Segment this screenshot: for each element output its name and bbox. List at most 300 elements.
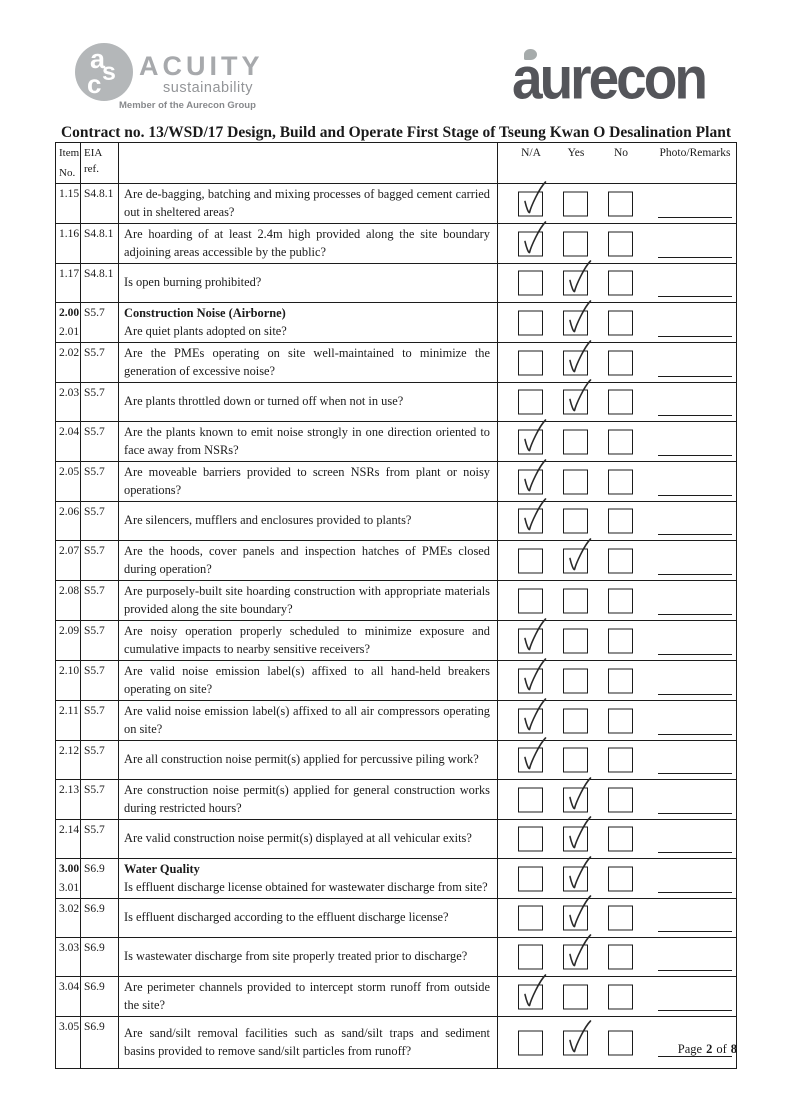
acuity-monogram-letter: a bbox=[90, 44, 106, 74]
question-cell bbox=[119, 264, 498, 302]
answers-cell bbox=[498, 343, 736, 382]
acuity-logo-icon bbox=[75, 43, 133, 101]
question-cell bbox=[119, 224, 498, 263]
answers-cell bbox=[498, 303, 736, 342]
item-number: 2.13 bbox=[59, 784, 80, 796]
question-cell bbox=[119, 621, 498, 660]
question-text: Is wastewater discharge from site properly treated prior to discharge? bbox=[124, 949, 468, 964]
check-mark-icon bbox=[564, 1019, 593, 1056]
eia-ref-cell bbox=[81, 1017, 119, 1068]
header-yes-label: Yes bbox=[567, 147, 585, 159]
no-checkbox[interactable] bbox=[608, 548, 633, 573]
remarks-underline[interactable] bbox=[658, 323, 732, 337]
na-checkbox[interactable] bbox=[518, 668, 543, 693]
remarks-underline[interactable] bbox=[658, 482, 732, 496]
table-row bbox=[56, 382, 736, 421]
na-checkbox[interactable] bbox=[518, 984, 543, 1009]
item-no-cell bbox=[56, 383, 81, 421]
question-cell bbox=[119, 422, 498, 461]
eia-ref-value: S5.7 bbox=[84, 824, 105, 836]
item-no-cell bbox=[56, 621, 81, 660]
item-number: 3.01 bbox=[59, 882, 80, 894]
na-checkbox[interactable] bbox=[518, 827, 543, 852]
eia-ref-cell bbox=[81, 462, 119, 501]
yes-checkbox[interactable] bbox=[563, 945, 588, 970]
item-no-cell bbox=[56, 264, 81, 302]
question-cell bbox=[119, 303, 498, 342]
eia-ref-value: S6.9 bbox=[84, 903, 105, 915]
answers-cell bbox=[498, 581, 736, 620]
yes-checkbox[interactable] bbox=[563, 588, 588, 613]
item-no-cell bbox=[56, 820, 81, 858]
item-no-cell bbox=[56, 977, 81, 1016]
item-number: 2.02 bbox=[59, 347, 80, 359]
yes-checkbox[interactable] bbox=[563, 827, 588, 852]
acuity-member-tagline: Member of the Aurecon Group bbox=[119, 100, 256, 111]
remarks-underline[interactable] bbox=[658, 879, 732, 893]
question-cell bbox=[119, 661, 498, 700]
eia-ref-value: S6.9 bbox=[84, 981, 105, 993]
table-body bbox=[56, 183, 736, 1068]
check-mark-icon bbox=[519, 973, 548, 1010]
question-text: Is effluent discharged according to the effluent discharge license? bbox=[124, 910, 449, 925]
eia-ref-cell bbox=[81, 780, 119, 819]
eia-ref-value: S5.7 bbox=[84, 387, 105, 399]
yes-checkbox[interactable] bbox=[563, 191, 588, 216]
question-text: Are the plants known to emit noise strongly in one direction oriented to face away from NSRs? bbox=[124, 425, 490, 457]
remarks-underline[interactable] bbox=[658, 402, 732, 416]
table-row bbox=[56, 302, 736, 342]
remarks-underline[interactable] bbox=[658, 997, 732, 1011]
eia-ref-cell bbox=[81, 383, 119, 421]
question-text: Are silencers, mufflers and enclosures provided to plants? bbox=[124, 513, 412, 528]
table-row bbox=[56, 183, 736, 223]
item-no-cell bbox=[56, 224, 81, 263]
item-no-cell bbox=[56, 1017, 81, 1068]
header-no-label: No. bbox=[59, 167, 76, 179]
check-mark-icon bbox=[519, 220, 548, 257]
check-mark-icon bbox=[519, 617, 548, 654]
na-checkbox[interactable] bbox=[518, 866, 543, 891]
question-text: Are perimeter channels provided to intercept storm runoff from outside the site? bbox=[124, 980, 490, 1012]
answers-cell bbox=[498, 977, 736, 1016]
yes-checkbox[interactable] bbox=[563, 748, 588, 773]
eia-ref-value: S4.8.1 bbox=[84, 228, 114, 240]
remarks-underline[interactable] bbox=[658, 721, 732, 735]
section-title: Construction Noise (Airborne) bbox=[124, 306, 286, 320]
remarks-underline[interactable] bbox=[658, 442, 732, 456]
no-checkbox[interactable] bbox=[608, 827, 633, 852]
eia-ref-value: S5.7 bbox=[84, 665, 105, 677]
question-text: Are valid noise emission label(s) affixed to all air compressors operating on site? bbox=[124, 704, 490, 736]
table-row bbox=[56, 898, 736, 937]
na-checkbox[interactable] bbox=[518, 588, 543, 613]
check-mark-icon bbox=[564, 934, 593, 971]
no-checkbox[interactable] bbox=[608, 787, 633, 812]
header-item-label: Item bbox=[59, 147, 80, 159]
na-checkbox[interactable] bbox=[518, 469, 543, 494]
item-no-cell bbox=[56, 541, 81, 580]
section-number: 3.00 bbox=[59, 863, 80, 875]
header-photo-remarks-label: Photo/Remarks bbox=[659, 147, 731, 159]
question-text: Are de-bagging, batching and mixing processes of bagged cement carried out in sheltered areas? bbox=[124, 187, 490, 219]
table-row bbox=[56, 540, 736, 580]
eia-ref-cell bbox=[81, 303, 119, 342]
remarks-underline[interactable] bbox=[658, 681, 732, 695]
eia-ref-cell bbox=[81, 859, 119, 898]
question-cell bbox=[119, 462, 498, 501]
question-cell bbox=[119, 780, 498, 819]
na-checkbox[interactable] bbox=[518, 350, 543, 375]
item-no-cell bbox=[56, 581, 81, 620]
eia-ref-value: S5.7 bbox=[84, 705, 105, 717]
na-checkbox[interactable] bbox=[518, 271, 543, 296]
yes-checkbox[interactable] bbox=[563, 271, 588, 296]
yes-checkbox[interactable] bbox=[563, 429, 588, 454]
table-header-row bbox=[56, 143, 736, 183]
no-checkbox[interactable] bbox=[608, 509, 633, 534]
table-row bbox=[56, 700, 736, 740]
question-text: Are noisy operation properly scheduled to minimize exposure and cumulative impacts to nearby sensitive receivers? bbox=[124, 624, 490, 656]
answers-cell bbox=[498, 422, 736, 461]
remarks-underline[interactable] bbox=[658, 283, 732, 297]
yes-checkbox[interactable] bbox=[563, 906, 588, 931]
item-no-cell bbox=[56, 462, 81, 501]
item-no-cell bbox=[56, 701, 81, 740]
na-checkbox[interactable] bbox=[518, 390, 543, 415]
no-checkbox[interactable] bbox=[608, 984, 633, 1009]
no-checkbox[interactable] bbox=[608, 429, 633, 454]
eia-ref-cell bbox=[81, 343, 119, 382]
question-text: Are hoarding of at least 2.4m high provided along the site boundary adjoining areas accessible by the public? bbox=[124, 227, 490, 259]
na-checkbox[interactable] bbox=[518, 429, 543, 454]
no-checkbox[interactable] bbox=[608, 1030, 633, 1055]
na-checkbox[interactable] bbox=[518, 231, 543, 256]
header-item-no bbox=[56, 143, 81, 183]
answers-cell bbox=[498, 780, 736, 819]
table-row bbox=[56, 779, 736, 819]
check-mark-icon bbox=[519, 498, 548, 535]
question-cell bbox=[119, 1017, 498, 1068]
eia-ref-value: S5.7 bbox=[84, 545, 105, 557]
question-text: Are valid construction noise permit(s) displayed at all vehicular exits? bbox=[124, 831, 472, 846]
answers-cell bbox=[498, 541, 736, 580]
page-number-current: 2 bbox=[706, 1042, 713, 1056]
table-row bbox=[56, 421, 736, 461]
no-checkbox[interactable] bbox=[608, 191, 633, 216]
yes-checkbox[interactable] bbox=[563, 628, 588, 653]
check-mark-icon bbox=[564, 339, 593, 376]
page-number-total: 8 bbox=[730, 1042, 737, 1056]
question-text: Are the PMEs operating on site well-maintained to minimize the generation of excessive noise? bbox=[124, 346, 490, 378]
check-mark-icon bbox=[564, 537, 593, 574]
remarks-underline[interactable] bbox=[658, 521, 732, 535]
answers-cell bbox=[498, 184, 736, 223]
answers-cell bbox=[498, 661, 736, 700]
check-mark-icon bbox=[519, 458, 548, 495]
question-text: Are quiet plants adopted on site? bbox=[124, 323, 287, 338]
item-number: 2.07 bbox=[59, 545, 80, 557]
yes-checkbox[interactable] bbox=[563, 310, 588, 335]
no-checkbox[interactable] bbox=[608, 748, 633, 773]
eia-ref-value: S5.7 bbox=[84, 625, 105, 637]
table-row bbox=[56, 580, 736, 620]
answers-cell bbox=[498, 899, 736, 937]
header-na-label: N/A bbox=[521, 147, 541, 159]
yes-checkbox[interactable] bbox=[563, 390, 588, 415]
item-number: 3.04 bbox=[59, 981, 80, 993]
eia-ref-value: S6.9 bbox=[84, 863, 105, 875]
eia-ref-value: S5.7 bbox=[84, 784, 105, 796]
eia-ref-cell bbox=[81, 661, 119, 700]
item-no-cell bbox=[56, 741, 81, 779]
question-text: Are construction noise permit(s) applied for general construction works during restricted hours? bbox=[124, 783, 490, 815]
no-checkbox[interactable] bbox=[608, 668, 633, 693]
question-cell bbox=[119, 859, 498, 898]
question-text: Are the hoods, cover panels and inspection hatches of PMEs closed during operation? bbox=[124, 544, 490, 576]
item-number: 2.14 bbox=[59, 824, 80, 836]
question-cell bbox=[119, 701, 498, 740]
yes-checkbox[interactable] bbox=[563, 984, 588, 1009]
item-no-cell bbox=[56, 938, 81, 976]
eia-ref-cell bbox=[81, 899, 119, 937]
check-mark-icon bbox=[564, 776, 593, 813]
page-number-label: Page bbox=[677, 1042, 703, 1056]
question-cell bbox=[119, 741, 498, 779]
eia-ref-value: S5.7 bbox=[84, 466, 105, 478]
eia-ref-cell bbox=[81, 741, 119, 779]
na-checkbox[interactable] bbox=[518, 310, 543, 335]
remarks-underline[interactable] bbox=[658, 839, 732, 853]
question-text: Are valid noise emission label(s) affixed to all hand-held breakers operating on site? bbox=[124, 664, 490, 696]
table-row bbox=[56, 461, 736, 501]
remarks-underline[interactable] bbox=[658, 204, 732, 218]
table-row bbox=[56, 223, 736, 263]
question-cell bbox=[119, 502, 498, 540]
acuity-monogram-letter: s bbox=[102, 58, 116, 86]
eia-ref-value: S5.7 bbox=[84, 506, 105, 518]
check-mark-icon bbox=[519, 657, 548, 694]
remarks-underline[interactable] bbox=[658, 601, 732, 615]
check-mark-icon bbox=[564, 895, 593, 932]
question-cell bbox=[119, 820, 498, 858]
check-mark-icon bbox=[564, 855, 593, 892]
table-row bbox=[56, 263, 736, 302]
eia-ref-cell bbox=[81, 581, 119, 620]
answers-cell bbox=[498, 462, 736, 501]
check-mark-icon bbox=[564, 299, 593, 336]
table-row bbox=[56, 660, 736, 700]
question-cell bbox=[119, 581, 498, 620]
acuity-logo-subtitle: sustainability bbox=[163, 80, 254, 96]
table-row bbox=[56, 1016, 736, 1068]
yes-checkbox[interactable] bbox=[563, 787, 588, 812]
item-no-cell bbox=[56, 859, 81, 898]
item-number: 1.16 bbox=[59, 228, 80, 240]
no-checkbox[interactable] bbox=[608, 945, 633, 970]
section-title: Water Quality bbox=[124, 862, 200, 876]
answers-cell bbox=[498, 820, 736, 858]
eia-ref-value: S6.9 bbox=[84, 942, 105, 954]
header-eia-label: EIA ref. bbox=[84, 147, 102, 175]
remarks-underline[interactable] bbox=[658, 561, 732, 575]
page-title: Contract no. 13/WSD/17 Design, Build and Operate First Stage of Tseung Kwan O Desalination Plant bbox=[60, 124, 731, 141]
eia-ref-cell bbox=[81, 621, 119, 660]
item-number: 3.02 bbox=[59, 903, 80, 915]
eia-ref-cell bbox=[81, 938, 119, 976]
question-cell bbox=[119, 184, 498, 223]
question-cell bbox=[119, 383, 498, 421]
question-cell bbox=[119, 343, 498, 382]
answers-cell bbox=[498, 701, 736, 740]
eia-ref-cell bbox=[81, 224, 119, 263]
yes-checkbox[interactable] bbox=[563, 509, 588, 534]
no-checkbox[interactable] bbox=[608, 866, 633, 891]
item-no-cell bbox=[56, 343, 81, 382]
table-row bbox=[56, 501, 736, 540]
item-number: 1.17 bbox=[59, 268, 80, 280]
answers-cell bbox=[498, 383, 736, 421]
header-answers-columns bbox=[498, 143, 736, 183]
eia-ref-value: S4.8.1 bbox=[84, 188, 114, 200]
eia-ref-cell bbox=[81, 541, 119, 580]
aurecon-logo-text: aurecon bbox=[512, 44, 705, 112]
item-number: 1.15 bbox=[59, 188, 80, 200]
no-checkbox[interactable] bbox=[608, 350, 633, 375]
item-no-cell bbox=[56, 899, 81, 937]
eia-ref-cell bbox=[81, 977, 119, 1016]
table-row bbox=[56, 342, 736, 382]
no-checkbox[interactable] bbox=[608, 708, 633, 733]
remarks-underline[interactable] bbox=[658, 244, 732, 258]
yes-checkbox[interactable] bbox=[563, 668, 588, 693]
yes-checkbox[interactable] bbox=[563, 708, 588, 733]
na-checkbox[interactable] bbox=[518, 748, 543, 773]
yes-checkbox[interactable] bbox=[563, 866, 588, 891]
item-number: 2.12 bbox=[59, 745, 80, 757]
na-checkbox[interactable] bbox=[518, 708, 543, 733]
item-no-cell bbox=[56, 184, 81, 223]
answers-cell bbox=[498, 621, 736, 660]
table-row bbox=[56, 858, 736, 898]
na-checkbox[interactable] bbox=[518, 945, 543, 970]
eia-ref-value: S5.7 bbox=[84, 745, 105, 757]
answers-cell bbox=[498, 224, 736, 263]
acuity-monogram-letter: c bbox=[87, 69, 102, 99]
na-checkbox[interactable] bbox=[518, 548, 543, 573]
question-text: Are plants throttled down or turned off when not in use? bbox=[124, 394, 404, 409]
check-mark-icon bbox=[564, 260, 593, 297]
no-checkbox[interactable] bbox=[608, 628, 633, 653]
question-text: Are sand/silt removal facilities such as sand/silt traps and sediment basins provided to remove sand/silt particles from runoff? bbox=[124, 1026, 490, 1058]
check-mark-icon bbox=[519, 418, 548, 455]
check-mark-icon bbox=[564, 379, 593, 416]
table-row bbox=[56, 937, 736, 976]
check-mark-icon bbox=[519, 737, 548, 774]
yes-checkbox[interactable] bbox=[563, 1030, 588, 1055]
item-no-cell bbox=[56, 661, 81, 700]
remarks-underline[interactable] bbox=[658, 363, 732, 377]
acuity-logo-text: ACUITY bbox=[139, 51, 264, 81]
item-no-cell bbox=[56, 303, 81, 342]
question-text: Are all construction noise permit(s) applied for percussive piling work? bbox=[124, 752, 479, 767]
question-cell bbox=[119, 938, 498, 976]
eia-ref-value: S6.9 bbox=[84, 1021, 105, 1033]
checklist-table bbox=[55, 142, 737, 1069]
table-row bbox=[56, 740, 736, 779]
yes-checkbox[interactable] bbox=[563, 548, 588, 573]
remarks-underline[interactable] bbox=[658, 760, 732, 774]
check-mark-icon bbox=[564, 816, 593, 853]
yes-checkbox[interactable] bbox=[563, 231, 588, 256]
table-row bbox=[56, 620, 736, 660]
item-number: 2.11 bbox=[59, 705, 79, 717]
answers-cell bbox=[498, 741, 736, 779]
item-number: 2.10 bbox=[59, 665, 80, 677]
page-number-of: of bbox=[716, 1042, 727, 1056]
check-mark-icon bbox=[519, 697, 548, 734]
eia-ref-value: S5.7 bbox=[84, 347, 105, 359]
no-checkbox[interactable] bbox=[608, 469, 633, 494]
answers-cell bbox=[498, 264, 736, 302]
no-checkbox[interactable] bbox=[608, 588, 633, 613]
remarks-underline[interactable] bbox=[658, 918, 732, 932]
eia-ref-cell bbox=[81, 184, 119, 223]
item-number: 2.06 bbox=[59, 506, 80, 518]
item-number: 2.08 bbox=[59, 585, 80, 597]
question-text: Is open burning prohibited? bbox=[124, 275, 262, 290]
no-checkbox[interactable] bbox=[608, 310, 633, 335]
page-number bbox=[678, 1042, 737, 1057]
header-eia-ref bbox=[81, 143, 119, 183]
eia-ref-value: S5.7 bbox=[84, 585, 105, 597]
question-text: Are purposely-built site hoarding construction with appropriate materials provided along the site boundary? bbox=[124, 584, 490, 616]
no-checkbox[interactable] bbox=[608, 231, 633, 256]
section-number: 2.00 bbox=[59, 307, 80, 319]
item-no-cell bbox=[56, 422, 81, 461]
header-no-column-label: No bbox=[613, 147, 629, 159]
answers-cell bbox=[498, 859, 736, 898]
na-checkbox[interactable] bbox=[518, 906, 543, 931]
yes-checkbox[interactable] bbox=[563, 350, 588, 375]
na-checkbox[interactable] bbox=[518, 191, 543, 216]
na-checkbox[interactable] bbox=[518, 787, 543, 812]
remarks-underline[interactable] bbox=[658, 641, 732, 655]
eia-ref-cell bbox=[81, 502, 119, 540]
remarks-underline[interactable] bbox=[658, 800, 732, 814]
yes-checkbox[interactable] bbox=[563, 469, 588, 494]
eia-ref-value: S5.7 bbox=[84, 426, 105, 438]
item-no-cell bbox=[56, 780, 81, 819]
no-checkbox[interactable] bbox=[608, 906, 633, 931]
na-checkbox[interactable] bbox=[518, 1030, 543, 1055]
item-number: 2.03 bbox=[59, 387, 80, 399]
no-checkbox[interactable] bbox=[608, 271, 633, 296]
remarks-underline[interactable] bbox=[658, 957, 732, 971]
eia-ref-value: S5.7 bbox=[84, 307, 105, 319]
eia-ref-cell bbox=[81, 264, 119, 302]
question-cell bbox=[119, 977, 498, 1016]
item-number: 2.05 bbox=[59, 466, 80, 478]
header-question-column bbox=[119, 143, 498, 183]
na-checkbox[interactable] bbox=[518, 509, 543, 534]
eia-ref-cell bbox=[81, 820, 119, 858]
eia-ref-cell bbox=[81, 422, 119, 461]
na-checkbox[interactable] bbox=[518, 628, 543, 653]
item-number: 2.04 bbox=[59, 426, 80, 438]
table-row bbox=[56, 976, 736, 1016]
no-checkbox[interactable] bbox=[608, 390, 633, 415]
